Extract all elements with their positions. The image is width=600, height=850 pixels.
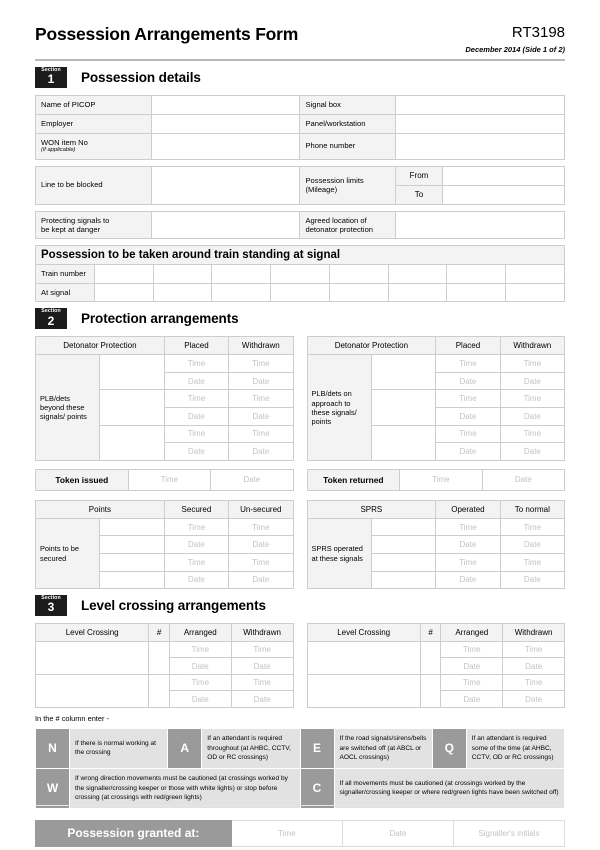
legend-text-a: If an attendant is required throughout (at AHBC, CCTV, OD or RC crossings) xyxy=(202,728,300,768)
placeholder-date[interactable]: Date xyxy=(500,571,564,589)
header-withdrawn-right: Withdrawn xyxy=(500,337,564,355)
placeholder-date[interactable]: Date xyxy=(500,372,564,390)
placeholder-date[interactable]: Date xyxy=(500,536,564,554)
header-un-secured: Un-secured xyxy=(229,500,293,518)
label-train-number: Train number xyxy=(36,265,95,283)
input-sprs-4[interactable] xyxy=(371,571,435,589)
table-row xyxy=(307,355,565,373)
label-possession-limits xyxy=(300,166,395,204)
header-placed-left: Placed xyxy=(164,337,228,355)
header-sprs: SPRS xyxy=(307,500,436,518)
table-row xyxy=(307,500,565,518)
input-at-signal-2[interactable] xyxy=(153,283,212,301)
input-won-item-no[interactable] xyxy=(152,133,300,159)
token-row xyxy=(35,469,565,491)
input-name-of-picop[interactable] xyxy=(152,95,300,114)
placeholder-date[interactable]: Date xyxy=(164,536,228,554)
section-3-number-block xyxy=(35,595,67,616)
detonator-protection-row xyxy=(35,336,565,461)
table-row xyxy=(36,820,565,846)
input-protecting-signals[interactable] xyxy=(152,211,300,239)
input-train-number-6[interactable] xyxy=(388,265,447,283)
input-at-signal-6[interactable] xyxy=(388,283,447,301)
table-row xyxy=(36,211,565,239)
legend-key-n: N xyxy=(36,728,70,768)
placeholder-time[interactable]: Time xyxy=(231,674,293,691)
placeholder-time[interactable]: Time xyxy=(231,641,293,658)
label-employer: Employer xyxy=(36,114,152,133)
table-row xyxy=(36,166,565,185)
legend-text-c: If all movements must be cautioned (at crossings worked by the signaller/crossing keeper or where red/green lights have been switched off) xyxy=(334,768,565,808)
placeholder-date[interactable]: Date xyxy=(441,658,503,675)
section-3-banner xyxy=(35,595,565,616)
input-train-number-8[interactable] xyxy=(506,265,565,283)
legend-text-n: If there is normal working at the crossing xyxy=(70,728,168,768)
legend-key-q: Q xyxy=(432,728,466,768)
level-crossing-left-col xyxy=(35,623,294,708)
won-item-text: WON item No xyxy=(41,137,88,147)
placeholder-granted-date[interactable]: Date xyxy=(342,820,453,846)
header-to-normal: To normal xyxy=(500,500,564,518)
label-signal-box: Signal box xyxy=(300,95,395,114)
input-train-number-5[interactable] xyxy=(329,265,388,283)
placeholder-date[interactable]: Date xyxy=(229,372,293,390)
points-sprs-row xyxy=(35,500,565,589)
placeholder-time[interactable]: Time xyxy=(229,554,293,572)
input-detonator-approach-3[interactable] xyxy=(371,425,435,460)
placeholder-date[interactable]: Date xyxy=(436,443,500,461)
placeholder-granted-time[interactable]: Time xyxy=(231,820,342,846)
input-detonator-approach-1[interactable] xyxy=(371,355,435,390)
label-plb-dets-approach: PLB/dets on approach to these signals/ points xyxy=(307,355,371,461)
table-row xyxy=(307,518,565,536)
detonator-protection-beyond-table xyxy=(35,336,294,461)
placeholder-time[interactable]: Time xyxy=(229,518,293,536)
header-arranged-right: Arranged xyxy=(441,623,503,641)
hash-column-note: In the # column enter - xyxy=(35,713,109,723)
table-row xyxy=(36,728,565,768)
header-withdrawn-left: Withdrawn xyxy=(229,337,293,355)
input-level-crossing-hash-3[interactable] xyxy=(420,641,441,674)
placeholder-time[interactable]: Time xyxy=(500,518,564,536)
table-row xyxy=(36,95,565,114)
level-crossing-left-table xyxy=(35,623,294,708)
placeholder-time[interactable]: Time xyxy=(436,554,500,572)
token-returned-col xyxy=(307,469,566,491)
input-sprs-1[interactable] xyxy=(371,518,435,536)
table-row xyxy=(36,641,294,658)
section-3-title: Level crossing arrangements xyxy=(81,598,266,614)
detonator-right-col xyxy=(307,336,566,461)
table-row xyxy=(307,623,565,641)
input-train-number-3[interactable] xyxy=(212,265,271,283)
placeholder-date[interactable]: Date xyxy=(500,408,564,426)
section-2-number-block xyxy=(35,308,67,329)
placeholder-token-issued-time[interactable]: Time xyxy=(128,469,210,490)
label-plb-dets-beyond: PLB/dets beyond these signals/ points xyxy=(36,355,100,461)
sprs-table xyxy=(307,500,566,589)
possession-limits-table xyxy=(35,166,565,205)
detonator-left-col xyxy=(35,336,294,461)
placeholder-time[interactable]: Time xyxy=(169,641,231,658)
input-limits-to[interactable] xyxy=(443,185,565,204)
label-panel-workstation: Panel/workstation xyxy=(300,114,395,133)
table-row xyxy=(307,469,565,490)
placeholder-date[interactable]: Date xyxy=(229,571,293,589)
table-row xyxy=(307,674,565,691)
header-detonator-protection-right: Detonator Protection xyxy=(307,337,436,355)
legend-text-q: If an attendant is required some of the time (at AHBC, CCTV, OD or RC crossings) xyxy=(466,728,564,768)
agreed-location-line2: detonator protection xyxy=(305,225,374,234)
placeholder-time[interactable]: Time xyxy=(436,355,500,373)
label-limits-from: From xyxy=(395,166,443,185)
placeholder-time[interactable]: Time xyxy=(169,674,231,691)
header-placed-right: Placed xyxy=(436,337,500,355)
input-at-signal-7[interactable] xyxy=(447,283,506,301)
label-name-of-picop: Name of PICOP xyxy=(36,95,152,114)
legend-text-e: If the road signals/sirens/bells are switched off (at ABCL or AOCL crossings) xyxy=(334,728,432,768)
label-points-to-be-secured: Points to be secured xyxy=(36,518,100,588)
input-signal-box[interactable] xyxy=(395,95,564,114)
placeholder-date[interactable]: Date xyxy=(436,372,500,390)
level-crossing-right-col xyxy=(307,623,566,708)
input-at-signal-8[interactable] xyxy=(506,283,565,301)
header-operated: Operated xyxy=(436,500,500,518)
label-token-issued: Token issued xyxy=(36,469,129,490)
placeholder-token-returned-time[interactable]: Time xyxy=(400,469,482,490)
input-points-2[interactable] xyxy=(100,536,164,554)
placeholder-date[interactable]: Date xyxy=(229,443,293,461)
train-standing-banner: Possession to be taken around train standing at signal xyxy=(36,246,565,265)
input-train-number-2[interactable] xyxy=(153,265,212,283)
placeholder-date[interactable]: Date xyxy=(436,408,500,426)
placeholder-date[interactable]: Date xyxy=(229,536,293,554)
possession-granted-bar xyxy=(35,820,565,847)
table-row xyxy=(36,623,294,641)
section-word: Section xyxy=(41,67,61,73)
section-1-number-block xyxy=(35,67,67,88)
table-row xyxy=(36,768,565,808)
input-phone-number[interactable] xyxy=(395,133,564,159)
placeholder-time[interactable]: Time xyxy=(164,355,228,373)
placeholder-date[interactable]: Date xyxy=(436,536,500,554)
section-2-title: Protection arrangements xyxy=(81,311,239,327)
placeholder-time[interactable]: Time xyxy=(500,390,564,408)
placeholder-signaller-initials[interactable]: Signaller's initials xyxy=(453,820,564,846)
table-row xyxy=(36,133,565,159)
page-title: Possession Arrangements Form xyxy=(35,24,299,44)
placeholder-time[interactable]: Time xyxy=(229,390,293,408)
placeholder-time[interactable]: Time xyxy=(229,355,293,373)
input-points-4[interactable] xyxy=(100,571,164,589)
placeholder-date[interactable]: Date xyxy=(229,408,293,426)
placeholder-token-returned-date[interactable]: Date xyxy=(482,469,564,490)
input-level-crossing-name-3[interactable] xyxy=(307,641,420,674)
placeholder-date[interactable]: Date xyxy=(164,571,228,589)
table-row xyxy=(36,114,565,133)
input-level-crossing-name-4[interactable] xyxy=(307,674,420,707)
placeholder-date[interactable]: Date xyxy=(169,691,231,708)
input-detonator-approach-2[interactable] xyxy=(371,390,435,425)
placeholder-date[interactable]: Date xyxy=(164,372,228,390)
legend-key-e: E xyxy=(300,728,334,768)
placeholder-date[interactable]: Date xyxy=(500,443,564,461)
header-detonator-protection-left: Detonator Protection xyxy=(36,337,165,355)
legend-key-a: A xyxy=(168,728,202,768)
protecting-signals-line2: be kept at danger xyxy=(41,225,101,234)
section-number: 3 xyxy=(47,600,55,615)
placeholder-token-issued-date[interactable]: Date xyxy=(211,469,293,490)
possession-limits-note: (Mileage) xyxy=(305,185,338,195)
placeholder-time[interactable]: Time xyxy=(500,355,564,373)
header-secured: Secured xyxy=(164,500,228,518)
header-hash-left: # xyxy=(149,623,170,641)
input-train-number-7[interactable] xyxy=(447,265,506,283)
input-at-signal-3[interactable] xyxy=(212,283,271,301)
header-divider xyxy=(35,59,565,61)
header-points: Points xyxy=(36,500,165,518)
form-header xyxy=(35,0,565,54)
table-row xyxy=(36,246,565,265)
section-word: Section xyxy=(41,308,61,315)
input-panel-workstation[interactable] xyxy=(395,114,564,133)
points-table xyxy=(35,500,294,589)
input-limits-from[interactable] xyxy=(443,166,565,185)
placeholder-time[interactable]: Time xyxy=(441,641,503,658)
input-points-3[interactable] xyxy=(100,554,164,572)
label-phone-number: Phone number xyxy=(300,133,395,159)
possession-limits-text: Possession limits xyxy=(305,175,364,185)
input-line-to-be-blocked[interactable] xyxy=(152,166,300,204)
input-detonator-beyond-2[interactable] xyxy=(100,390,164,425)
table-row xyxy=(307,337,565,355)
table-row xyxy=(36,283,565,301)
input-at-signal-5[interactable] xyxy=(329,283,388,301)
input-at-signal-1[interactable] xyxy=(94,283,153,301)
legend-key-c: C xyxy=(300,768,334,808)
label-protecting-signals xyxy=(36,211,152,239)
input-level-crossing-name-1[interactable] xyxy=(36,641,149,674)
label-sprs-operated: SPRS operated at these signals xyxy=(307,518,371,588)
input-level-crossing-hash-1[interactable] xyxy=(149,641,170,674)
protecting-signals-line1: Protecting signals to xyxy=(41,215,110,225)
footer-divider xyxy=(35,805,565,806)
placeholder-date[interactable]: Date xyxy=(441,691,503,708)
input-agreed-location[interactable] xyxy=(395,211,564,239)
header-withdrawn-left: Withdrawn xyxy=(231,623,293,641)
form-code: RT3198 xyxy=(511,24,565,41)
table-row xyxy=(36,355,294,373)
form-revision: December 2014 (Side 1 of 2) xyxy=(465,45,565,54)
form-code-block xyxy=(465,24,565,54)
placeholder-time[interactable]: Time xyxy=(229,425,293,443)
protecting-signals-table xyxy=(35,211,565,240)
level-crossing-right-table xyxy=(307,623,566,708)
placeholder-time[interactable]: Time xyxy=(436,390,500,408)
detonator-protection-approach-table xyxy=(307,336,566,461)
input-detonator-beyond-1[interactable] xyxy=(100,355,164,390)
hash-code-legend xyxy=(35,728,565,809)
placeholder-date[interactable]: Date xyxy=(503,658,565,675)
agreed-location-line1: Agreed location of xyxy=(305,215,367,225)
placeholder-date[interactable]: Date xyxy=(164,408,228,426)
section-1-banner xyxy=(35,67,565,88)
placeholder-date[interactable]: Date xyxy=(231,691,293,708)
placeholder-date[interactable]: Date xyxy=(436,571,500,589)
input-sprs-2[interactable] xyxy=(371,536,435,554)
section-number: 2 xyxy=(47,313,55,328)
won-item-note: (if applicable) xyxy=(41,147,76,154)
placeholder-time[interactable]: Time xyxy=(164,425,228,443)
points-col xyxy=(35,500,294,589)
input-train-number-4[interactable] xyxy=(271,265,330,283)
placeholder-time[interactable]: Time xyxy=(503,641,565,658)
label-agreed-location xyxy=(300,211,395,239)
header-withdrawn-right: Withdrawn xyxy=(503,623,565,641)
header-level-crossing-right: Level Crossing xyxy=(307,623,420,641)
placeholder-date[interactable]: Date xyxy=(164,443,228,461)
label-at-signal: At signal xyxy=(36,283,95,301)
possession-details-table xyxy=(35,95,565,160)
placeholder-time[interactable]: Time xyxy=(503,674,565,691)
placeholder-time[interactable]: Time xyxy=(441,674,503,691)
input-sprs-3[interactable] xyxy=(371,554,435,572)
level-crossing-row xyxy=(35,623,565,708)
input-level-crossing-hash-2[interactable] xyxy=(149,674,170,707)
table-row xyxy=(36,500,294,518)
header-level-crossing-left: Level Crossing xyxy=(36,623,149,641)
sprs-col xyxy=(307,500,566,589)
table-row xyxy=(36,337,294,355)
token-returned-table xyxy=(307,469,566,491)
table-row xyxy=(36,674,294,691)
placeholder-time[interactable]: Time xyxy=(500,425,564,443)
section-word: Section xyxy=(41,595,61,602)
placeholder-time[interactable]: Time xyxy=(164,554,228,572)
placeholder-date[interactable]: Date xyxy=(231,658,293,675)
header-hash-right: # xyxy=(420,623,441,641)
table-row xyxy=(307,641,565,658)
section-1-title: Possession details xyxy=(81,69,201,85)
label-line-to-be-blocked: Line to be blocked xyxy=(36,166,152,204)
input-train-number-1[interactable] xyxy=(94,265,153,283)
label-possession-granted-at: Possession granted at: xyxy=(36,820,232,846)
legend-key-w: W xyxy=(36,768,70,808)
train-standing-table xyxy=(35,245,565,302)
placeholder-time[interactable]: Time xyxy=(164,518,228,536)
label-limits-to: To xyxy=(395,185,443,204)
token-issued-table xyxy=(35,469,294,491)
input-level-crossing-name-2[interactable] xyxy=(36,674,149,707)
table-row xyxy=(36,265,565,283)
placeholder-time[interactable]: Time xyxy=(436,518,500,536)
section-2-banner xyxy=(35,308,565,329)
placeholder-date[interactable]: Date xyxy=(169,658,231,675)
header-arranged-left: Arranged xyxy=(169,623,231,641)
input-detonator-beyond-3[interactable] xyxy=(100,425,164,460)
label-won-item-no xyxy=(36,133,152,159)
section-number: 1 xyxy=(47,72,55,87)
label-token-returned: Token returned xyxy=(307,469,400,490)
input-level-crossing-hash-4[interactable] xyxy=(420,674,441,707)
token-issued-col xyxy=(35,469,294,491)
table-row xyxy=(36,518,294,536)
input-at-signal-4[interactable] xyxy=(271,283,330,301)
table-row xyxy=(36,469,294,490)
input-points-1[interactable] xyxy=(100,518,164,536)
placeholder-time[interactable]: Time xyxy=(164,390,228,408)
legend-text-w: If wrong direction movements must be cautioned (at crossings worked by the signaller/crossing keeper or those with white lights) or stop before crossing (at crossings with red/green lights) xyxy=(70,768,301,808)
placeholder-time[interactable]: Time xyxy=(500,554,564,572)
input-employer[interactable] xyxy=(152,114,300,133)
placeholder-date[interactable]: Date xyxy=(503,691,565,708)
placeholder-time[interactable]: Time xyxy=(436,425,500,443)
